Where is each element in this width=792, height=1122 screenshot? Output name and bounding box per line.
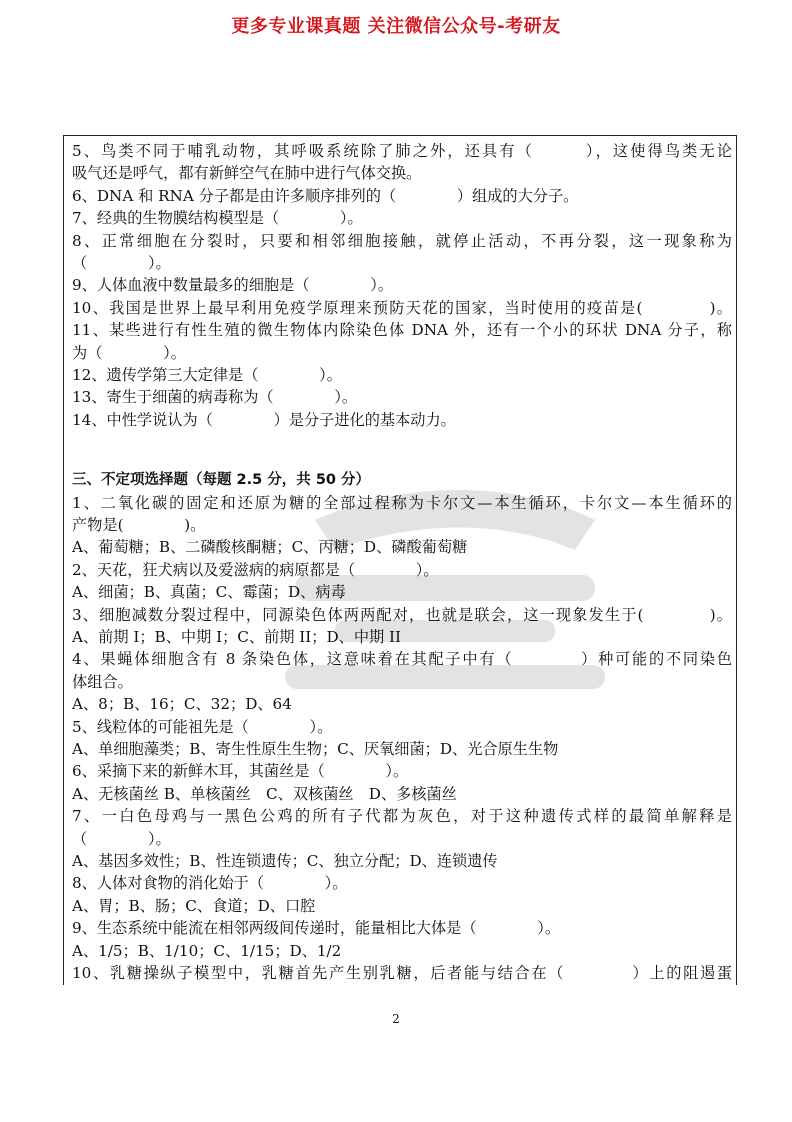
question-line: 7、经典的生物膜结构模型是（ ）。: [72, 209, 363, 228]
answer-options: A、细菌；B、真菌；C、霉菌；D、病毒: [72, 583, 346, 602]
answer-options: A、无核菌丝 B、单核菌丝 C、双核菌丝 D、多核菌丝: [72, 784, 457, 803]
answer-options: A、葡萄糖；B、二磷酸核酮糖；C、丙糖；D、磷酸葡萄糖: [72, 538, 468, 557]
question-line: 9、生态系统中能流在相邻两级间传递时，能量相比大体是（ ）。: [72, 919, 561, 938]
question-line: 8、人体对食物的消化始于（ ）。: [72, 874, 348, 893]
document-body: [72, 140, 732, 984]
question-line: 产物是( )。: [72, 516, 206, 535]
question-line: 4、果蝇体细胞含有 8 条染色体，这意味着在其配子中有（ ）种可能的不同染色: [72, 650, 732, 669]
promo-banner: 更多专业课真题 关注微信公众号-考研友: [231, 16, 561, 37]
question-line: 1、二氧化碳的固定和还原为糖的全部过程称为卡尔文—本生循环，卡尔文—本生循环的: [72, 493, 732, 512]
answer-options: A、基因多效性；B、性连锁遗传；C、独立分配；D、连锁遗传: [72, 852, 498, 871]
question-line: 12、遗传学第三大定律是（ ）。: [72, 366, 342, 384]
question-line: 吸气还是呼气，都有新鲜空气在肺中进行气体交换。: [72, 164, 422, 183]
answer-options: A、8；B、16；C、32；D、64: [72, 695, 292, 714]
question-line: 5、线粒体的可能祖先是（ ）。: [72, 717, 333, 736]
question-line: 5、鸟类不同于哺乳动物，其呼吸系统除了肺之外，还具有（ ），这使得鸟类无论: [72, 142, 732, 160]
question-line: 10、我国是世界上最早利用免疫学原理来预防天花的国家，当时使用的疫苗是( )。: [72, 298, 732, 317]
fill-in-section: [72, 140, 732, 431]
question-line: 11、某些进行有性生殖的微生物体内除染色体 DNA 外，还有一个小的环状 DNA 分子，称: [72, 321, 732, 340]
question-line: 10、乳糖操纵子模型中，乳糖首先产生别乳糖，后者能与结合在（ ）上的阻遏蛋: [72, 964, 732, 983]
multiple-choice-section: [72, 492, 732, 985]
question-line: 3、细胞减数分裂过程中，同源染色体两两配对，也就是联会，这一现象发生于( )。: [72, 605, 732, 624]
question-line: 9、人体血液中数量最多的细胞是（ ）。: [72, 276, 394, 295]
question-line: （ ）。: [72, 829, 171, 848]
question-line: 6、DNA 和 RNA 分子都是由许多顺序排列的（ ）组成的大分子。: [72, 186, 579, 205]
question-line: （ ）。: [72, 254, 171, 272]
page-number: 2: [392, 1012, 400, 1026]
question-line: 2、天花，狂犬病以及爱滋病的病原都是（ ）。: [72, 560, 439, 579]
question-line: 7、一白色母鸡与一黑色公鸡的所有子代都为灰色，对于这种遗传式样的最简单解释是: [72, 807, 732, 826]
answer-options: A、胃；B、肠；C、食道；D、口腔: [72, 896, 316, 915]
question-line: 13、寄生于细菌的病毒称为（ ）。: [72, 388, 358, 407]
question-line: 8、正常细胞在分裂时，只要和相邻细胞接触，就停止活动，不再分裂，这一现象称为: [72, 231, 732, 250]
question-line: 体组合。: [72, 672, 133, 691]
question-line: 14、中性学说认为（ ）是分子进化的基本动力。: [72, 410, 456, 429]
question-line: 6、采摘下来的新鲜木耳，其菌丝是（ ）。: [72, 762, 409, 781]
answer-options: A、前期 I；B、中期 I；C、前期 II；D、中期 II: [72, 628, 402, 647]
question-line: 为（ ）。: [72, 343, 186, 362]
section-title: 三、不定项选择题（每题 2.5 分，共 50 分）: [72, 472, 371, 489]
answer-options: A、1/5；B、1/10；C、1/15；D、1/2: [72, 941, 342, 960]
answer-options: A、单细胞藻类；B、寄生性原生生物；C、厌氧细菌；D、光合原生生物: [72, 740, 559, 759]
